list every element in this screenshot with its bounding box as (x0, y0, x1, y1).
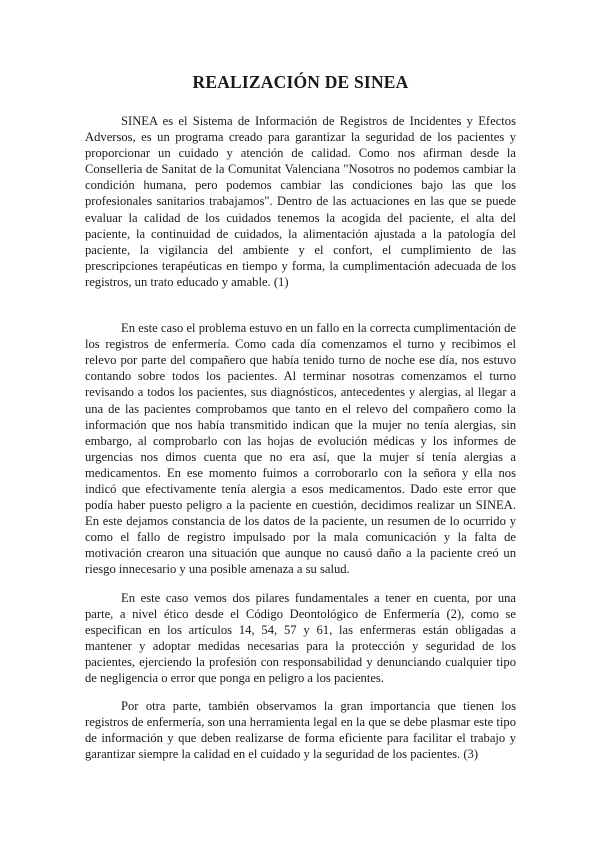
document-title: REALIZACIÓN DE SINEA (192, 72, 409, 92)
paragraph-ethical-pillar: En este caso vemos dos pilares fundamentales a tener en cuenta, por una parte, a nivel ético desde el Código Deontológico de Enfermería (2), como se especifican en los artículos 14, 54, 57 y 61, las enfermeras están obligadas a mantener y adoptar medidas necesarias para la protección y seguridad de los pacientes, ejerciendo la profesión con responsabilidad y denunciando cualquier tipo de negligencia o error que ponga en peligro a los pacientes. (85, 590, 516, 685)
paragraph-incident-description: En este caso el problema estuvo en un fallo en la correcta cumplimentación de los registros de enfermería. Como cada día comenzamos el turno y recibimos el relevo por parte del compañero que había tenido turno de noche ese día, nos estuvo contando sobre todos los pacientes. Al terminar nosotras comenzamos el turno revisando a todos los pacientes, sus diagnósticos, antecedentes y alergias, al llegar a una de las pacientes comprobamos que tanto en el relevo del compañero como la información que nos había transmitido indican que la mujer no tenía alergias, sin embargo, al comprobarlo con las hojas de evolución médicas y los informes de urgencias nos dimos cuenta que no era así, que la mujer sí tenía alergias a medicamentos. En ese momento fuimos a corroborarlo con la señora y ella nos indicó que efectivamente tenía alergia a esos medicamentos. Dado este error que podía haber puesto peligro a la paciente en cuestión, decidimos realizar un SINEA. En este dejamos constancia de los datos de la paciente, un resumen de lo ocurrido y como el fallo de registro impulsado por la mala comunicación y la falta de motivación crearon una situación que aunque no causó daño a la paciente creó un riesgo innecesario y una posible amenaza a su salud. (85, 321, 516, 577)
paragraph-sinea-definition: SINEA es el Sistema de Información de Registros de Incidentes y Efectos Adversos, es un programa creado para garantizar la seguridad de los pacientes y proporcionar un cuidado y atención de calidad. Como nos afirman desde la Conselleria de Sanitat de la Comunitat Valenciana "Nosotros no podemos cambiar la condición humana, pero podemos cambiar las condiciones bajo las que los profesionales sanitarios trabajamos". Dentro de las actuaciones en las que se puede evaluar la calidad de los cuidados tenemos la acogida del paciente, el alta del paciente, la continuidad de cuidados, la alimentación ajustada a la patología del paciente, la vigilancia del ambiente y el confort, el cumplimiento de las prescripciones terapéuticas en tiempo y forma, la cumplimentación adecuada de los registros, un trato educado y amable. (1) (85, 114, 516, 289)
paragraph-nursing-records: Por otra parte, también observamos la gran importancia que tienen los registros de enfermería, son una herramienta legal en la que se debe plasmar este tipo de información y que deben realizarse de forma eficiente para facilitar el trabajo y garantizar siempre la calidad en el cuidado y la seguridad de los pacientes. (3) (85, 699, 516, 762)
